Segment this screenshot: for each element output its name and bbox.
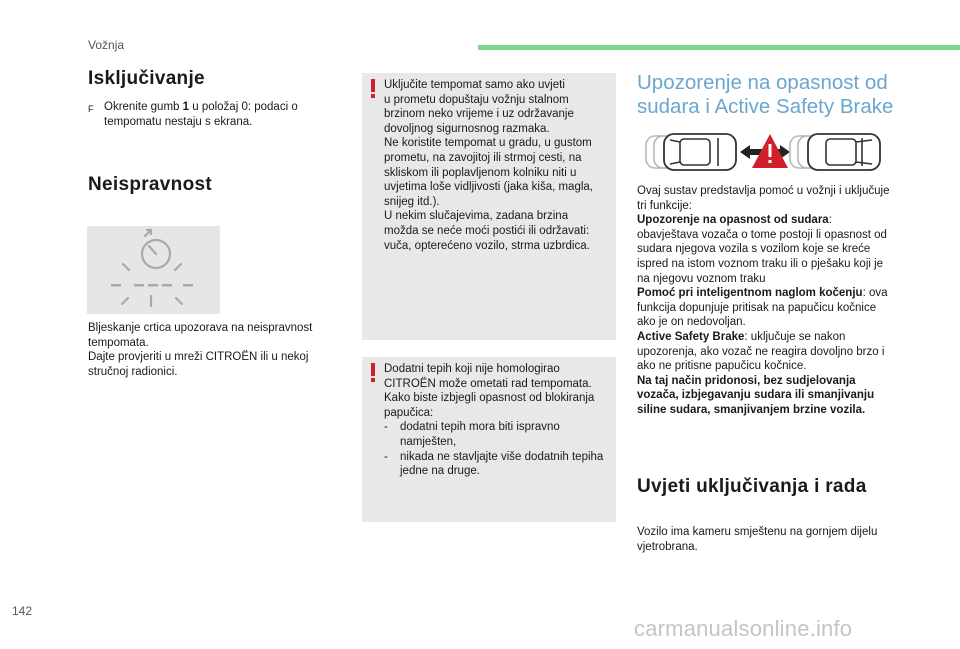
collision-warning-description [637,184,894,418]
malfunction-text-1: Bljeskanje crtica upozorava na neispravnost tempomata. [88,322,313,349]
conditions-title: Uvjeti uključivanja i rada [637,476,867,497]
list-item: - dodatni tepih mora biti ispravno namješten, [384,421,560,448]
switch-off-text: Okrenite gumb 1 u položaj 0: podaci o tempomatu nestaju s ekrana. [104,101,298,128]
page-number: 142 [12,604,33,618]
warning-box-floor-mats [362,357,616,522]
collision-warning-cars-icon [640,128,888,176]
bullet-icon: F [88,104,94,114]
switch-off-instruction [88,100,328,129]
intro-text: Ovaj sustav predstavlja pomoć u vožnji i uključuje tri funkcije: [637,185,890,212]
warning-text-2: Dodatni tepih koji nije homologirao CITROËN može ometati rad tempomata. Kako biste izbjegli opasnost od blokiranja papučica: - dodatni tepih mora biti ispravno namješten, - nikada ne stavljajte više dodatnih tepiha jedne na druge. [384,362,606,479]
function-collision-warning: Upozorenje na opasnost od sudara: obavještava vozača o tome postoji li opasnost od sudara njegova vozila s vozilom koje se kreće ispred na istom voznom traku ili o pješaku koji je na njegovu voznom traku [637,214,887,285]
list-item: - nikada ne stavljajte više dodatnih tepiha jedne na druge. [384,450,604,478]
floor-mat-list [384,420,606,478]
section-label: Vožnja [88,38,125,52]
malfunction-title: Neispravnost [88,174,212,195]
malfunction-text-2: Dajte provjeriti u mreži CITROËN ili u nekoj stručnoj radionici. [88,351,309,378]
function-intelligent-braking: Pomoć pri inteligentnom naglom kočenju: ova funkcija dopunjuje pritisak na papučicu kočnice ako je on nedovoljan. [637,287,888,329]
conditions-text: Vozilo ima kameru smještenu na gornjem dijelu vjetrobrana. [637,526,878,553]
collision-warning-title: Upozorenje na opasnost od sudara i Active Safety Brake [637,71,894,118]
header-accent-bar [478,45,960,50]
speedometer-warning-icon [87,226,220,314]
warning-exclamation-icon [370,363,376,383]
warning-text-1: Uključite tempomat samo ako uvjeti u prometu dopuštaju vožnju stalnom brzinom neko vrijeme i uz održavanje dovoljnog sigurnosnog razmaka. Ne koristite tempomat u gradu, u gustom prometu, na zavojitoj ili strmoj cesti, na skliskom ili poplavljenom kolniku niti u uvjetima loše vidljivosti (jaka kiša, magla, snijeg itd.). U nekim slučajevima, zadana brzina možda se neće moći postići ili održavati: vuča, opterećeno vozilo, strma uzbrdica. [384,79,593,252]
watermark: carmanualsonline.info [634,616,853,641]
warning-box-cruise-conditions [362,73,616,340]
function-active-safety-brake: Active Safety Brake: uključuje se nakon upozorenja, ako vozač ne reagira dovoljno brzo i ako ne pritisne papučicu kočnice. [637,330,885,373]
warning-exclamation-icon [370,79,376,99]
summary-text: Na taj način pridonosi, bez sudjelovanja vozača, izbjegavanju sudara ili smanjivanju siline sudara, smanjivanjem brzine vozila. [637,374,875,416]
switch-off-title: Isključivanje [88,68,205,89]
